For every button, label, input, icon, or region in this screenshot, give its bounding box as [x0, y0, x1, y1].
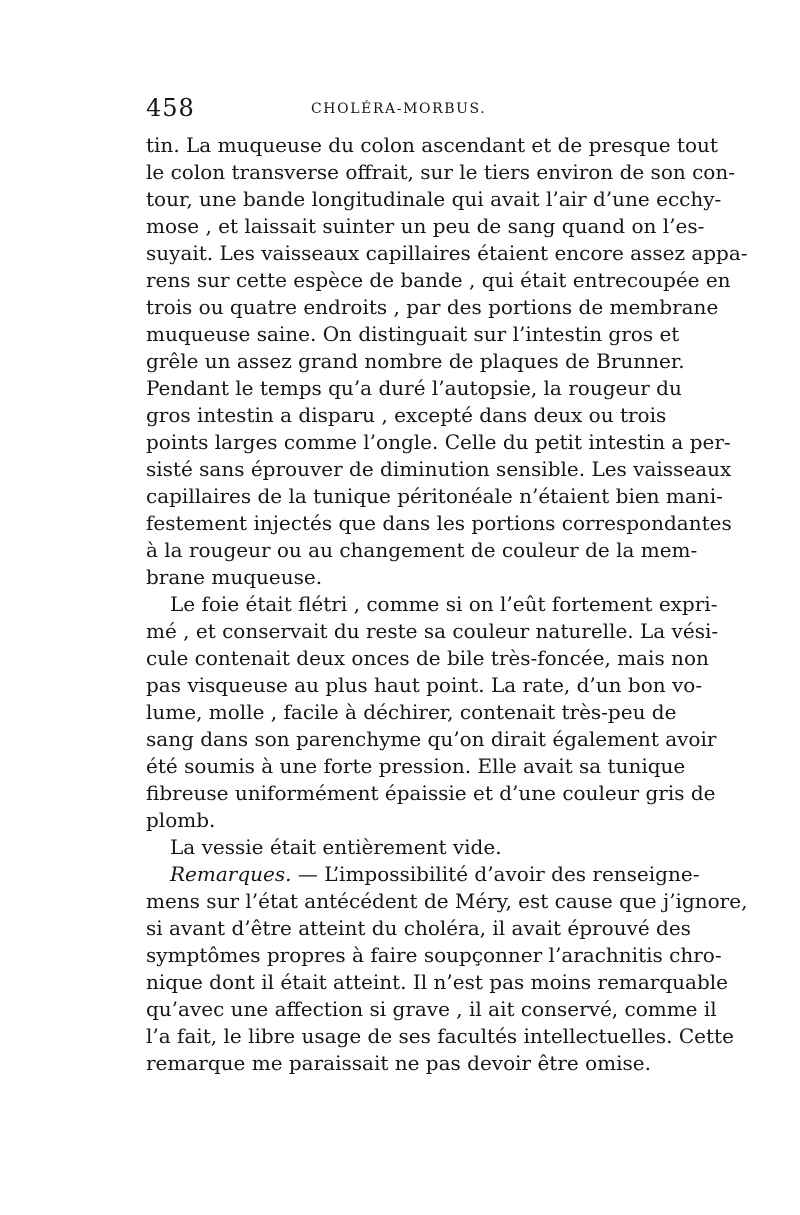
- text-line: cule contenait deux onces de bile très-foncée, mais non: [146, 646, 709, 670]
- text-line: brane muqueuse.: [146, 565, 323, 589]
- text-line: sisté sans éprouver de diminution sensible. Les vaisseaux: [146, 457, 732, 481]
- text-line: qu’avec une affection si grave , il ait conservé, comme il: [146, 997, 717, 1021]
- text-line: tour, une bande longitudinale qui avait l’air d’une ecchy-: [146, 187, 722, 211]
- text-line: trois ou quatre endroits , par des portions de membrane: [146, 295, 719, 319]
- text-line: tin. La muqueuse du colon ascendant et de presque tout: [146, 133, 718, 157]
- text-line: mose , et laissait suinter un peu de sang quand on l’es-: [146, 214, 705, 238]
- text-line: gros intestin a disparu , excepté dans deux ou trois: [146, 403, 667, 427]
- text-line: sang dans son parenchyme qu’on dirait également avoir: [146, 727, 717, 751]
- text-line: pas visqueuse au plus haut point. La rate, d’un bon vo-: [146, 673, 703, 697]
- body-text: [146, 132, 748, 1077]
- text-line: été soumis à une forte pression. Elle avait sa tunique: [146, 754, 686, 778]
- text-line: fibreuse uniformément épaissie et d’une couleur gris de: [146, 781, 716, 805]
- text-line: mé , et conservait du reste sa couleur naturelle. La vési-: [146, 619, 719, 643]
- remarks-label: Remarques.: [170, 862, 292, 886]
- remarks-text: — L’impossibilité d’avoir des renseigne-: [297, 862, 700, 886]
- text-line: lume, molle , facile à déchirer, contenait très-peu de: [146, 700, 677, 724]
- text-line: le colon transverse offrait, sur le tiers environ de son con-: [146, 160, 735, 184]
- text-line: symptômes propres à faire soupçonner l’arachnitis chro-: [146, 943, 722, 967]
- text-line: l’a fait, le libre usage de ses facultés intellectuelles. Cette: [146, 1024, 734, 1048]
- text-line: plomb.: [146, 808, 216, 832]
- text-line: si avant d’être atteint du choléra, il avait éprouvé des: [146, 916, 691, 940]
- remarks-line: [146, 861, 700, 888]
- text-line: festement injectés que dans les portions correspondantes: [146, 511, 732, 535]
- text-line: points larges comme l’ongle. Celle du petit intestin a per-: [146, 430, 731, 454]
- text-line: nique dont il était atteint. Il n’est pas moins remarquable: [146, 970, 729, 994]
- text-line: capillaires de la tunique péritonéale n’étaient bien mani-: [146, 484, 723, 508]
- text-line: suyait. Les vaisseaux capillaires étaient encore assez appa-: [146, 241, 748, 265]
- text-line: grêle un assez grand nombre de plaques de Brunner.: [146, 349, 685, 373]
- text-line: mens sur l’état antécédent de Méry, est cause que j’ignore,: [146, 889, 748, 913]
- running-title: CHOLÉRA-MORBUS.: [311, 101, 487, 117]
- text-line: La vessie était entièrement vide.: [170, 835, 502, 859]
- text-line: Le foie était flétri , comme si on l’eût fortement expri-: [170, 592, 718, 616]
- page-number: 458: [146, 94, 195, 122]
- text-line: rens sur cette espèce de bande , qui était entrecoupée en: [146, 268, 731, 292]
- running-head: [146, 94, 666, 122]
- text-line: muqueuse saine. On distinguait sur l’intestin gros et: [146, 322, 680, 346]
- text-line: remarque me paraissait ne pas devoir être omise.: [146, 1051, 651, 1075]
- text-line: à la rougeur ou au changement de couleur de la mem-: [146, 538, 698, 562]
- text-line: Pendant le temps qu’a duré l’autopsie, la rougeur du: [146, 376, 682, 400]
